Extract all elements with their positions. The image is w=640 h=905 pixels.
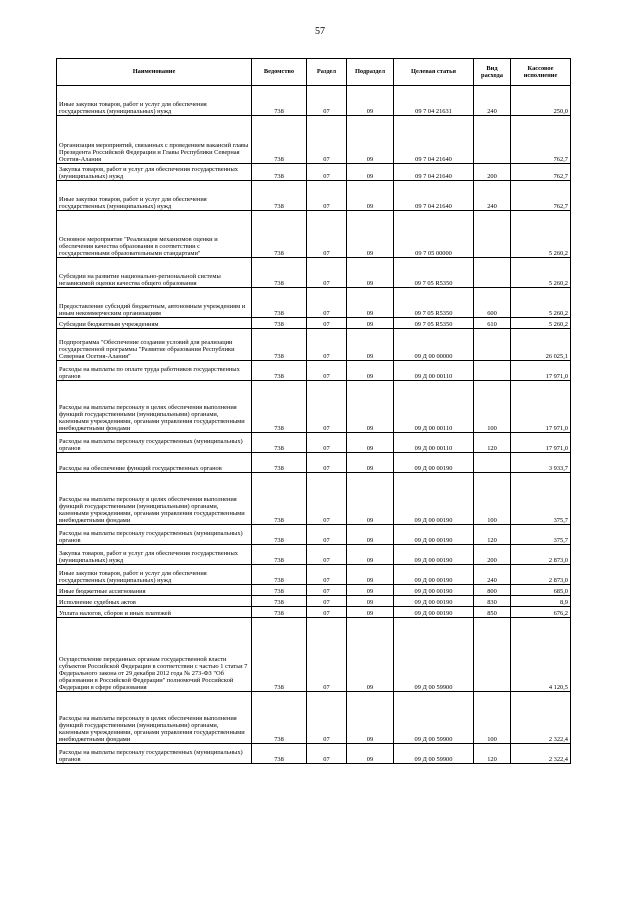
row-cash-execution: 5 260,2 <box>511 258 571 288</box>
row-department: 738 <box>252 329 307 361</box>
row-name: Подпрограмма "Обеспечение создания условий для реализации государственной программы "Развитие образования Республики Северная Осетия-Алания" <box>57 329 252 361</box>
row-subsection: 09 <box>347 211 394 258</box>
row-cash-execution: 676,2 <box>511 607 571 618</box>
row-name: Расходы на выплаты по оплате труда работников государственных органов <box>57 361 252 381</box>
row-expense-type: 240 <box>474 181 511 211</box>
row-department: 738 <box>252 692 307 744</box>
row-target-article: 09 7 05 R5350 <box>394 318 474 329</box>
row-section: 07 <box>307 116 347 164</box>
row-expense-type <box>474 453 511 473</box>
table-row <box>57 565 571 585</box>
row-section: 07 <box>307 525 347 545</box>
table-row <box>57 318 571 329</box>
table-row <box>57 258 571 288</box>
row-name: Расходы на выплаты персоналу в целях обеспечения выполнения функций государственными (муниципальными) органами, казенными учреждениями, органами управления государственными внебюджетными фондами <box>57 473 252 525</box>
row-subsection: 09 <box>347 329 394 361</box>
row-subsection: 09 <box>347 692 394 744</box>
table-row <box>57 618 571 692</box>
row-department: 738 <box>252 545 307 565</box>
row-target-article: 09 Д 00 00190 <box>394 585 474 596</box>
row-expense-type: 240 <box>474 86 511 116</box>
row-section: 07 <box>307 318 347 329</box>
row-department: 738 <box>252 318 307 329</box>
row-name: Расходы на выплаты персоналу государственных (муниципальных) органов <box>57 433 252 453</box>
row-section: 07 <box>307 164 347 181</box>
row-name: Расходы на выплаты персоналу государственных (муниципальных) органов <box>57 525 252 545</box>
row-target-article: 09 Д 00 00190 <box>394 565 474 585</box>
row-section: 07 <box>307 329 347 361</box>
row-subsection: 09 <box>347 433 394 453</box>
row-section: 07 <box>307 258 347 288</box>
row-department: 738 <box>252 86 307 116</box>
row-subsection: 09 <box>347 618 394 692</box>
row-cash-execution: 2 873,0 <box>511 565 571 585</box>
column-header-section: Раздел <box>307 59 347 86</box>
table-row <box>57 433 571 453</box>
budget-table <box>56 58 571 764</box>
row-section: 07 <box>307 545 347 565</box>
row-name: Иные бюджетные ассигнования <box>57 585 252 596</box>
row-cash-execution: 762,7 <box>511 164 571 181</box>
row-section: 07 <box>307 453 347 473</box>
row-cash-execution: 17 971,0 <box>511 361 571 381</box>
row-target-article: 09 Д 00 59900 <box>394 744 474 764</box>
row-subsection: 09 <box>347 318 394 329</box>
row-target-article: 09 Д 00 59900 <box>394 618 474 692</box>
row-name: Предоставление субсидий бюджетным, автономным учреждениям и иным некоммерческим организациям <box>57 288 252 318</box>
row-subsection: 09 <box>347 116 394 164</box>
row-section: 07 <box>307 381 347 433</box>
row-expense-type <box>474 116 511 164</box>
row-cash-execution: 17 971,0 <box>511 381 571 433</box>
row-expense-type: 800 <box>474 585 511 596</box>
row-department: 738 <box>252 565 307 585</box>
table-row <box>57 744 571 764</box>
row-name: Исполнение судебных актов <box>57 596 252 607</box>
row-target-article: 09 Д 00 00190 <box>394 473 474 525</box>
row-target-article: 09 Д 00 00190 <box>394 596 474 607</box>
table-row <box>57 116 571 164</box>
table-header-row <box>57 59 571 86</box>
table-row <box>57 596 571 607</box>
row-expense-type <box>474 618 511 692</box>
row-name: Организация мероприятий, связанных с проведением вакансий главы Президента Российской Федерации и Главы Республики Северная Осетия-Алания <box>57 116 252 164</box>
row-cash-execution: 762,7 <box>511 116 571 164</box>
row-section: 07 <box>307 585 347 596</box>
table-row <box>57 164 571 181</box>
row-subsection: 09 <box>347 525 394 545</box>
column-header-subsection: Подраздел <box>347 59 394 86</box>
row-department: 738 <box>252 744 307 764</box>
row-cash-execution: 2 322,4 <box>511 692 571 744</box>
row-name: Закупка товаров, работ и услуг для обеспечения государственных (муниципальных) нужд <box>57 545 252 565</box>
row-section: 07 <box>307 473 347 525</box>
page-number: 57 <box>315 26 325 37</box>
row-subsection: 09 <box>347 361 394 381</box>
table-row <box>57 692 571 744</box>
row-subsection: 09 <box>347 565 394 585</box>
column-header-department: Ведомство <box>252 59 307 86</box>
row-target-article: 09 7 04 21640 <box>394 181 474 211</box>
row-cash-execution: 685,0 <box>511 585 571 596</box>
row-name: Субсидии бюджетным учреждениям <box>57 318 252 329</box>
row-expense-type <box>474 329 511 361</box>
row-cash-execution: 375,7 <box>511 525 571 545</box>
row-name: Иные закупки товаров, работ и услуг для обеспечения государственных (муниципальных) нужд <box>57 86 252 116</box>
row-expense-type: 100 <box>474 381 511 433</box>
table-row <box>57 86 571 116</box>
row-cash-execution: 5 260,2 <box>511 288 571 318</box>
row-expense-type: 200 <box>474 545 511 565</box>
row-department: 738 <box>252 585 307 596</box>
row-department: 738 <box>252 596 307 607</box>
row-target-article: 09 Д 00 00110 <box>394 433 474 453</box>
row-target-article: 09 Д 00 00190 <box>394 525 474 545</box>
table-row <box>57 211 571 258</box>
row-department: 738 <box>252 433 307 453</box>
row-subsection: 09 <box>347 596 394 607</box>
row-cash-execution: 3 933,7 <box>511 453 571 473</box>
row-expense-type <box>474 258 511 288</box>
row-subsection: 09 <box>347 258 394 288</box>
row-subsection: 09 <box>347 473 394 525</box>
row-department: 738 <box>252 618 307 692</box>
table-row <box>57 607 571 618</box>
column-header-target-article: Целевая статья <box>394 59 474 86</box>
row-department: 738 <box>252 181 307 211</box>
row-section: 07 <box>307 565 347 585</box>
row-target-article: 09 7 04 21640 <box>394 164 474 181</box>
row-subsection: 09 <box>347 607 394 618</box>
row-department: 738 <box>252 164 307 181</box>
row-name: Расходы на выплаты персоналу в целях обеспечения выполнения функций государственными (муниципальными) органами, казенными учреждениями, органами управления государственными внебюджетными фондами <box>57 381 252 433</box>
row-target-article: 09 Д 00 59900 <box>394 692 474 744</box>
row-name: Иные закупки товаров, работ и услуг для обеспечения государственных (муниципальных) нужд <box>57 181 252 211</box>
row-name: Осуществление переданных органам государственной власти субъектов Российской Федерации в соответствии с частью 1 статьи 7 Федерального закона от 29 декабря 2012 года № 273-ФЗ "Об образовании в Российской Федерации" полномочий Российской Федерации в сфере образования <box>57 618 252 692</box>
row-expense-type: 830 <box>474 596 511 607</box>
row-cash-execution: 375,7 <box>511 473 571 525</box>
row-section: 07 <box>307 86 347 116</box>
row-department: 738 <box>252 473 307 525</box>
row-department: 738 <box>252 381 307 433</box>
table-row <box>57 545 571 565</box>
row-section: 07 <box>307 361 347 381</box>
row-expense-type: 850 <box>474 607 511 618</box>
row-section: 07 <box>307 692 347 744</box>
row-name: Уплата налогов, сборов и иных платежей <box>57 607 252 618</box>
row-name: Закупка товаров, работ и услуг для обеспечения государственных (муниципальных) нужд <box>57 164 252 181</box>
row-section: 07 <box>307 181 347 211</box>
row-expense-type: 100 <box>474 692 511 744</box>
row-target-article: 09 Д 00 00190 <box>394 453 474 473</box>
row-cash-execution: 2 322,4 <box>511 744 571 764</box>
row-expense-type: 100 <box>474 473 511 525</box>
row-subsection: 09 <box>347 585 394 596</box>
column-header-name: Наименование <box>57 59 252 86</box>
row-expense-type: 120 <box>474 433 511 453</box>
row-subsection: 09 <box>347 181 394 211</box>
row-expense-type: 200 <box>474 164 511 181</box>
table-row <box>57 329 571 361</box>
row-department: 738 <box>252 288 307 318</box>
row-name: Расходы на выплаты персоналу в целях обеспечения выполнения функций государственными (муниципальными) органами, казенными учреждениями, органами управления государственными внебюджетными фондами <box>57 692 252 744</box>
row-subsection: 09 <box>347 453 394 473</box>
table-row <box>57 181 571 211</box>
row-target-article: 09 Д 00 00110 <box>394 381 474 433</box>
row-expense-type: 120 <box>474 744 511 764</box>
row-cash-execution: 762,7 <box>511 181 571 211</box>
row-name: Расходы на обеспечение функций государственных органов <box>57 453 252 473</box>
table-row <box>57 473 571 525</box>
row-cash-execution: 4 120,5 <box>511 618 571 692</box>
table-row <box>57 361 571 381</box>
column-header-cash-execution: Кассовое исполнение <box>511 59 571 86</box>
row-name: Расходы на выплаты персоналу государственных (муниципальных) органов <box>57 744 252 764</box>
row-department: 738 <box>252 453 307 473</box>
table-row <box>57 381 571 433</box>
row-cash-execution: 2 873,0 <box>511 545 571 565</box>
row-expense-type: 600 <box>474 288 511 318</box>
table-row <box>57 585 571 596</box>
row-expense-type <box>474 361 511 381</box>
row-target-article: 09 Д 00 00190 <box>394 545 474 565</box>
row-expense-type <box>474 211 511 258</box>
row-department: 738 <box>252 361 307 381</box>
row-name: Основное мероприятие "Реализация механизмов оценки и обеспечения качества образования в соответствии с государственными образовательными стандартами" <box>57 211 252 258</box>
row-cash-execution: 26 025,1 <box>511 329 571 361</box>
row-section: 07 <box>307 607 347 618</box>
row-department: 738 <box>252 116 307 164</box>
row-cash-execution: 5 260,2 <box>511 211 571 258</box>
row-department: 738 <box>252 258 307 288</box>
column-header-expense-type: Вид расхода <box>474 59 511 86</box>
row-cash-execution: 8,9 <box>511 596 571 607</box>
row-section: 07 <box>307 744 347 764</box>
row-expense-type: 610 <box>474 318 511 329</box>
row-department: 738 <box>252 607 307 618</box>
row-section: 07 <box>307 211 347 258</box>
row-section: 07 <box>307 618 347 692</box>
table-row <box>57 525 571 545</box>
row-subsection: 09 <box>347 381 394 433</box>
row-target-article: 09 7 05 R5350 <box>394 288 474 318</box>
row-subsection: 09 <box>347 288 394 318</box>
table-row <box>57 288 571 318</box>
row-section: 07 <box>307 288 347 318</box>
row-target-article: 09 Д 00 00190 <box>394 607 474 618</box>
row-cash-execution: 17 971,0 <box>511 433 571 453</box>
row-subsection: 09 <box>347 86 394 116</box>
row-name: Иные закупки товаров, работ и услуг для обеспечения государственных (муниципальных) нужд <box>57 565 252 585</box>
row-subsection: 09 <box>347 164 394 181</box>
table-row <box>57 453 571 473</box>
row-department: 738 <box>252 525 307 545</box>
row-target-article: 09 7 04 21631 <box>394 86 474 116</box>
row-cash-execution: 5 260,2 <box>511 318 571 329</box>
row-cash-execution: 250,0 <box>511 86 571 116</box>
row-target-article: 09 7 05 00000 <box>394 211 474 258</box>
row-expense-type: 240 <box>474 565 511 585</box>
row-section: 07 <box>307 596 347 607</box>
row-department: 738 <box>252 211 307 258</box>
row-target-article: 09 Д 00 00000 <box>394 329 474 361</box>
row-expense-type: 120 <box>474 525 511 545</box>
row-target-article: 09 7 05 R5350 <box>394 258 474 288</box>
row-target-article: 09 Д 00 00110 <box>394 361 474 381</box>
row-name: Субсидии на развитие национально-региональной системы независимой оценки качества общего образования <box>57 258 252 288</box>
row-subsection: 09 <box>347 545 394 565</box>
row-subsection: 09 <box>347 744 394 764</box>
row-section: 07 <box>307 433 347 453</box>
row-target-article: 09 7 04 21640 <box>394 116 474 164</box>
